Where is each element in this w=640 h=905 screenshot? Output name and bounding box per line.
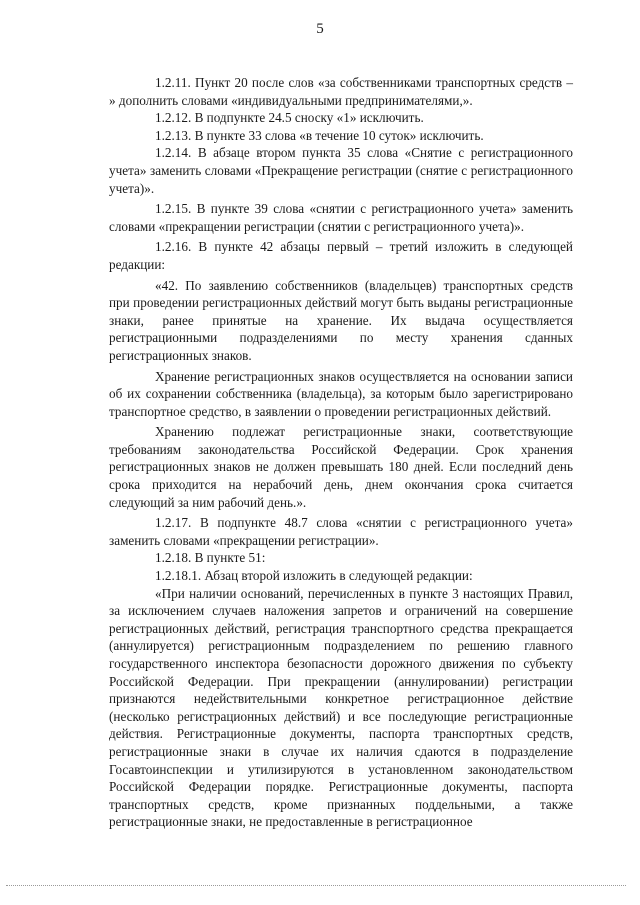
paragraph-storage-basis: Хранение регистрационных знаков осуществляется на основании записи об их сохранении собственника (владельца), за которым было зарегистрировано транспортное средство, в заявлении о проведении регистрационных действий.: [109, 368, 573, 419]
page-number: 5: [316, 21, 324, 37]
paragraph-1-2-13: 1.2.13. В пункте 33 слова «в течение 10 суток» исключить.: [155, 127, 484, 143]
paragraph-1-2-18-1: 1.2.18.1. Абзац второй изложить в следующей редакции:: [155, 568, 473, 584]
paragraph-1-2-12: 1.2.12. В подпункте 24.5 сноску «1» исключить.: [155, 110, 424, 126]
paragraph-1-2-11: 1.2.11. Пункт 20 после слов «за собственниками транспортных средств – » дополнить словами «индивидуальными предпринимателями,».: [109, 75, 573, 108]
paragraph-1-2-15: 1.2.15. В пункте 39 слова «снятии с регистрационного учета» заменить словами «прекращении регистрации (снятии с регистрационного учета)».: [109, 201, 573, 234]
paragraph-1-2-18: 1.2.18. В пункте 51:: [155, 550, 266, 566]
paragraph-point-51-text: «При наличии оснований, перечисленных в пункте 3 настоящих Правил, за исключением случаев наложения запретов и ограничений на совершение регистрационных действий, регистрация транспортного средства прекращается (аннулируется) регистрационным подразделением по решению главного государственного инспектора безопасности дорожного движения по субъекту Российской Федерации. При прекращении (аннулировании) регистрации признаются недействительными конкретное регистрационное действие (несколько регистрационных действий) и все последующие регистрационные действия. Регистрационные документы, паспорта транспортных средств, регистрационные знаки в случае их наличия сдаются в подразделение Госавтоинспекции и утилизируются в установленном законодательством Российской Федерации порядке. Регистрационные документы, паспорта транспортных средств, кроме признанных поддельными, а также регистрационные знаки, не предоставленные в регистрационное: [109, 585, 573, 830]
paragraph-1-2-17: 1.2.17. В подпункте 48.7 слова «снятии с регистрационного учета» заменить словами «прекращении регистрации».: [109, 515, 573, 548]
paragraph-1-2-14: 1.2.14. В абзаце втором пункта 35 слова «Снятие с регистрационного учета» заменить словами «Прекращение регистрации (снятие с регистрационного учета)».: [109, 145, 573, 196]
paragraph-point-42: «42. По заявлению собственников (владельцев) транспортных средств при проведении регистрационных действий могут быть выданы регистрационные знаки, ранее принятые на хранение. Их выдача осуществляется регистрационными подразделениями по месту хранения сданных регистрационных знаков.: [109, 277, 573, 363]
paragraph-1-2-16: 1.2.16. В пункте 42 абзацы первый – третий изложить в следующей редакции:: [109, 239, 573, 272]
paragraph-storage-term: Хранению подлежат регистрационные знаки, соответствующие требованиям законодательства Российской Федерации. Срок хранения регистрационных знаков не должен превышать 180 дней. Если последний день срока приходится на нерабочий день, днем окончания срока считается следующий за ним рабочий день.».: [109, 424, 573, 510]
document-body: [109, 74, 573, 831]
footer-scan-line: [6, 885, 626, 886]
